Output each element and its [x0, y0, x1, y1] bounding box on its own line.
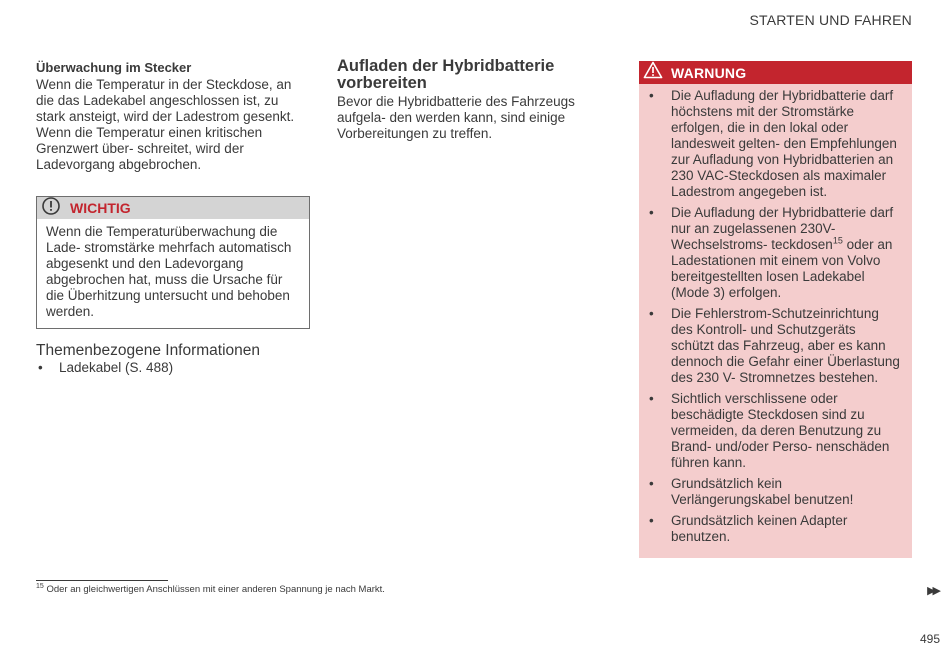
warning-list	[649, 88, 900, 545]
bullet-dot: •	[649, 205, 654, 220]
footnote	[36, 584, 385, 595]
warning-item-text: Die Aufladung der Hybridbatterie darf höchstens mit der Stromstärke erfolgen, die in den lokal oder landesweit gelten- den Empfehlungen zur Aufladung von Hybridbatterien an 230 VAC-Steckdosen als maximaler Ladestrom angegeben ist.	[671, 88, 897, 199]
warning-item-text: Die Fehlerstrom-Schutzeinrichtung des Kontroll- und Schutzgeräts schützt das Fahrzeug, aber es kann dennoch die Gefahr einer Überlastung des 230 V- Stromnetzes bestehen.	[671, 306, 900, 385]
list-item[interactable]	[36, 360, 310, 376]
left-column	[36, 60, 310, 376]
footnote-reference[interactable]: 15	[832, 235, 843, 246]
list-item	[649, 88, 900, 200]
warning-body	[639, 84, 912, 558]
footnote-number: 15	[36, 582, 44, 590]
section-title: Aufladen der Hybridbatterie vorbereiten	[337, 57, 555, 92]
exclamation-circle-icon	[41, 196, 61, 221]
warning-item-text-continued: oder an Ladestationen mit einem von Volvo bereitgestellten losen Ladekabel (Mode 3) erfolgen.	[671, 237, 893, 300]
warning-header	[639, 61, 912, 84]
list-item	[649, 306, 900, 386]
bullet-dot: •	[649, 476, 654, 491]
warning-item-text: Die Aufladung der Hybridbatterie darf nur an zugelassenen 230V-Wechselstroms- teckdosen	[671, 205, 894, 252]
footnote-text: Oder an gleichwertigen Anschlüssen mit einer anderen Spannung je nach Markt.	[46, 584, 385, 595]
important-notice-header	[37, 197, 309, 219]
bullet-dot: •	[649, 513, 654, 528]
related-link-charging-cable[interactable]: Ladekabel (S. 488)	[59, 360, 174, 375]
related-information-list	[36, 360, 310, 376]
bullet-dot: •	[649, 306, 654, 321]
page-header-title: STARTEN UND FAHREN	[749, 12, 912, 28]
important-notice-label: WICHTIG	[70, 200, 131, 216]
list-item	[649, 391, 900, 471]
bullet-dot: •	[649, 88, 654, 103]
important-notice-box	[36, 196, 310, 329]
bullet-dot: •	[38, 360, 43, 375]
important-notice-text: Wenn die Temperaturüberwachung die Lade- stromstärke mehrfach automatisch abgesenkt und den Ladevorgang abgebrochen hat, muss die Ursache für die Überhitzung untersucht und behoben werden.	[46, 224, 292, 319]
bullet-dot: •	[649, 391, 654, 406]
related-information-title: Themenbezogene Informationen	[36, 342, 261, 359]
footnote-divider	[36, 580, 168, 581]
next-page-arrows-icon[interactable]: ▶▶	[927, 585, 938, 597]
warning-item-text: Grundsätzlich kein Verlängerungskabel benutzen!	[671, 476, 854, 507]
list-item	[649, 476, 900, 508]
warning-item-text: Grundsätzlich keinen Adapter benutzen.	[671, 513, 848, 544]
plug-monitoring-paragraph: Wenn die Temperatur in der Steckdose, an die das Ladekabel angeschlossen ist, zu stark ansteigt, wird der Ladestrom gesenkt. Wenn die Temperatur einen kritischen Grenzwert über- schreitet, wird der Ladevorgang abgebrochen.	[36, 77, 295, 172]
list-item	[649, 205, 900, 301]
warning-triangle-icon	[643, 61, 663, 84]
section-intro-paragraph: Bevor die Hybridbatterie des Fahrzeugs aufgela- den werden kann, sind einige Vorbereitungen zu treffen.	[337, 94, 575, 141]
page-number: 495	[919, 632, 940, 646]
warning-item-text: Sichtlich verschlissene oder beschädigte Steckdosen sind zu vermeiden, da deren Benutzung zu Brand- und/oder Perso- nenschäden führen kann.	[671, 391, 890, 470]
subheading-plug-monitoring: Überwachung im Stecker	[36, 60, 192, 75]
list-item	[649, 513, 900, 545]
warning-label: WARNUNG	[671, 64, 747, 81]
warning-box	[639, 61, 912, 558]
middle-column	[337, 58, 615, 142]
